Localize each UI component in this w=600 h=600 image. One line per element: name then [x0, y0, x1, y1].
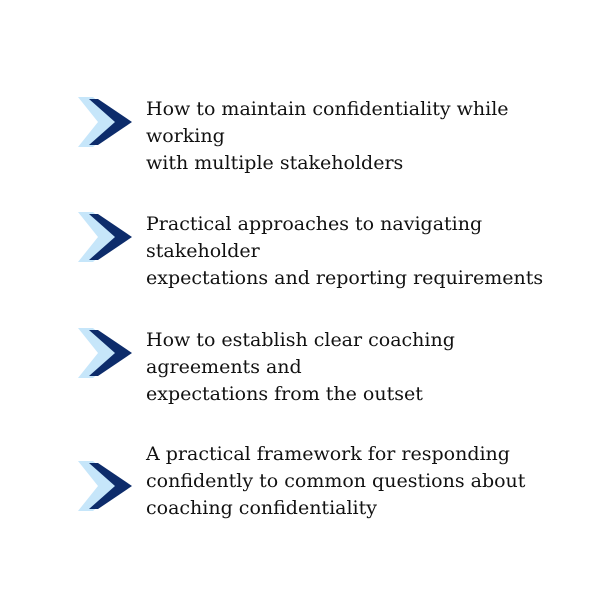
list-item-text	[146, 327, 566, 408]
list-item-line: coaching confidentiality	[146, 497, 377, 519]
list-item-line: How to establish clear coaching agreements and	[146, 329, 455, 378]
list-item-line: Practical approaches to navigating stakeholder	[146, 213, 483, 262]
chevron-arrow-icon	[78, 97, 134, 147]
chevron-arrow-icon	[78, 328, 134, 378]
list-item-text	[146, 211, 566, 292]
list-item-text	[146, 96, 566, 177]
list-item-line: expectations from the outset	[146, 383, 423, 405]
list-item-line: expectations and reporting requirements	[146, 267, 544, 289]
chevron-arrow-icon	[78, 212, 134, 262]
list-item-line: confidently to common questions about	[146, 470, 526, 492]
list-item-line: How to maintain confidentiality while working	[146, 98, 509, 147]
list-item-line: A practical framework for responding	[146, 443, 510, 465]
list-item-line: with multiple stakeholders	[146, 152, 404, 174]
chevron-arrow-icon	[78, 461, 134, 511]
list-item-text	[146, 441, 566, 522]
